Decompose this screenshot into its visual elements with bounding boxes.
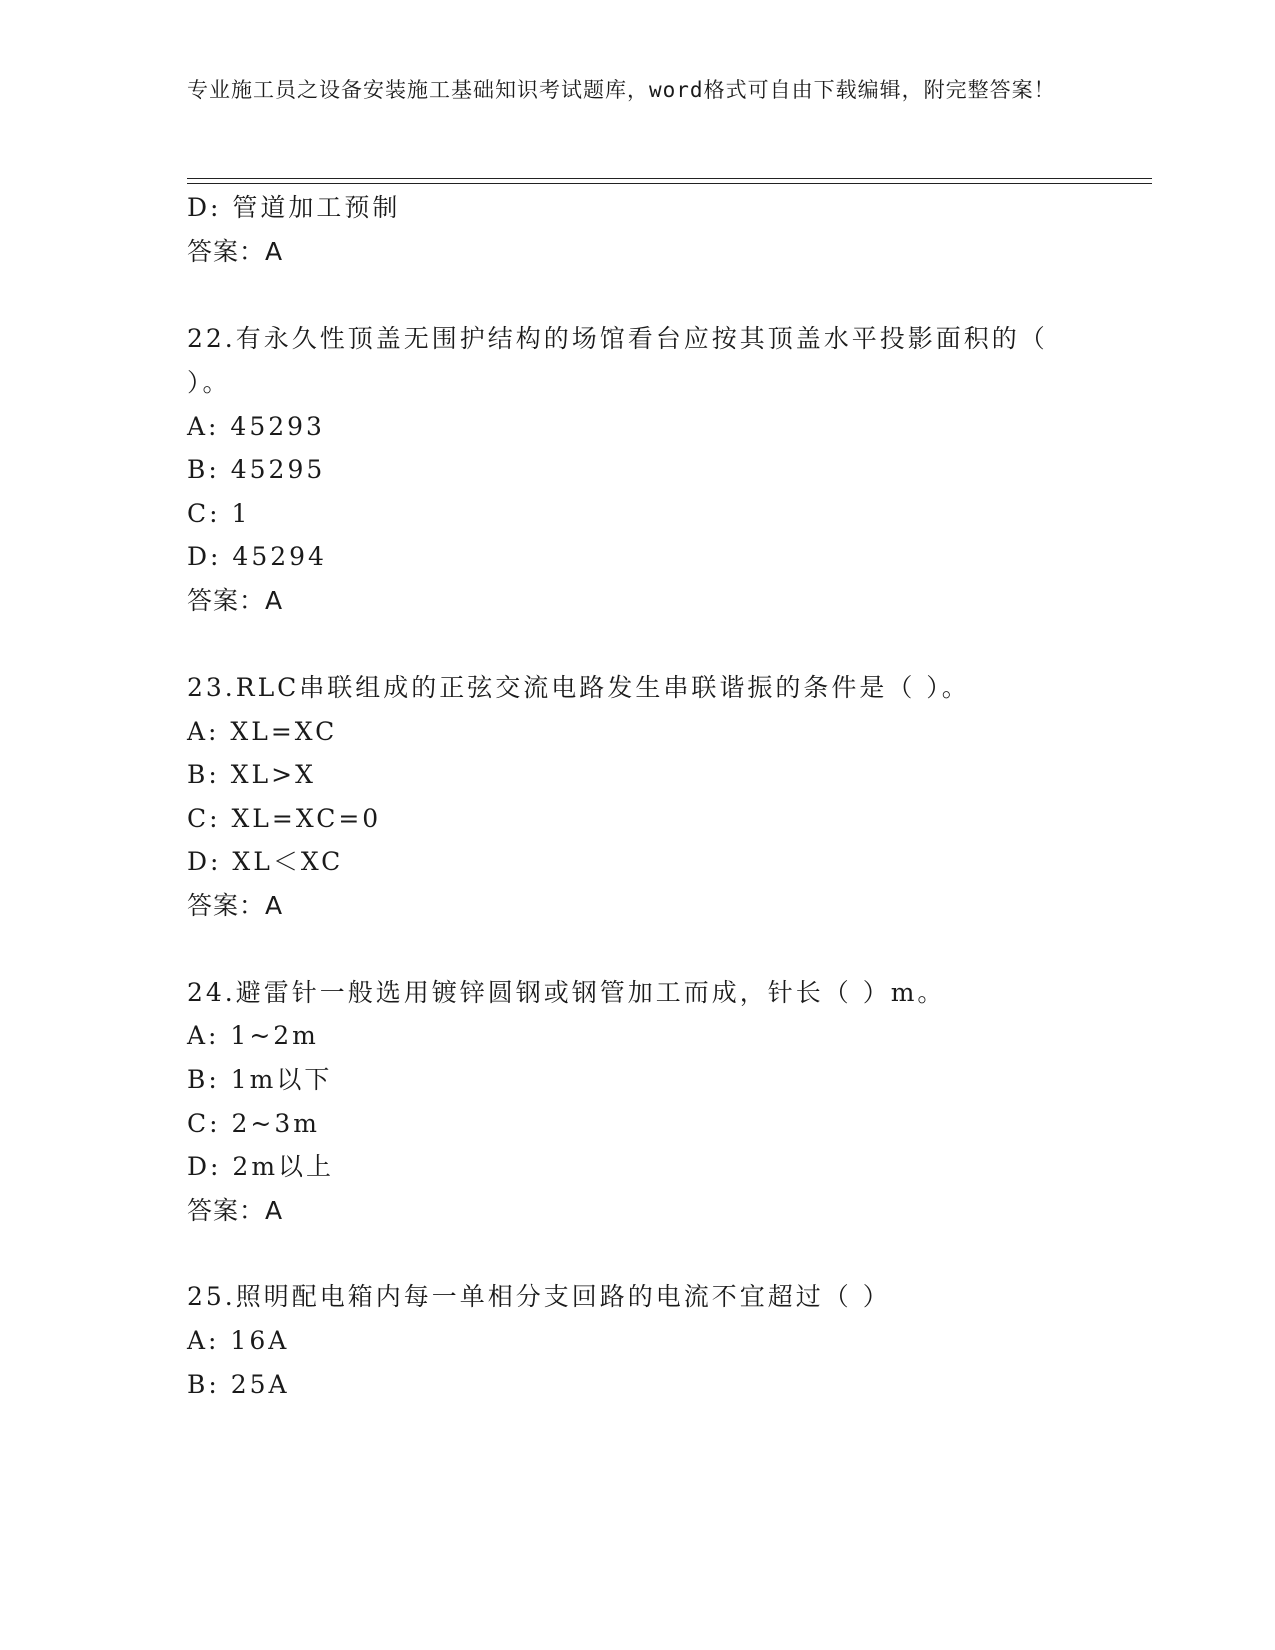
question-23-option-d: D: XL＜XC: [187, 847, 344, 876]
prev-answer: 答案：A: [187, 237, 284, 266]
question-22-stem-cont: ）。: [187, 368, 231, 397]
header-divider-double: [187, 183, 1152, 184]
question-25-option-a: A: 16A: [187, 1326, 290, 1355]
question-24-option-d: D: 2m以上: [187, 1152, 335, 1181]
question-22-option-b: B: 45295: [187, 455, 326, 484]
question-24-option-a: A: 1~2m: [187, 1021, 319, 1050]
header-divider: [187, 178, 1152, 179]
question-22-stem: 22.有永久性顶盖无围护结构的场馆看台应按其顶盖水平投影面积的（: [187, 324, 1048, 353]
question-24-option-b: B: 1m以下: [187, 1065, 333, 1094]
question-23-option-c: C: XL=XC=0: [187, 804, 382, 833]
question-24-stem: 24.避雷针一般选用镀锌圆钢或钢管加工而成，针长（ ）m。: [187, 978, 946, 1007]
prev-option-d: D: 管道加工预制: [187, 193, 401, 222]
question-22-option-d: D: 45294: [187, 542, 327, 571]
question-23-answer: 答案：A: [187, 891, 284, 920]
question-23-option-b: B: XL>X: [187, 760, 316, 789]
question-22-option-a: A: 45293: [187, 412, 325, 441]
question-24-answer: 答案：A: [187, 1196, 284, 1225]
question-23-stem: 23.RLC串联组成的正弦交流电路发生串联谐振的条件是（ ）。: [187, 673, 970, 702]
page-header: 专业施工员之设备安装施工基础知识考试题库，word格式可自由下载编辑，附完整答案！: [187, 78, 1056, 102]
question-23-option-a: A: XL=XC: [187, 717, 338, 746]
question-24-option-c: C: 2~3m: [187, 1109, 320, 1138]
question-25-stem: 25.照明配电箱内每一单相分支回路的电流不宜超过（ ）: [187, 1282, 891, 1311]
question-22-answer: 答案：A: [187, 586, 284, 615]
question-22-option-c: C: 1: [187, 499, 251, 528]
question-25-option-b: B: 25A: [187, 1370, 290, 1399]
